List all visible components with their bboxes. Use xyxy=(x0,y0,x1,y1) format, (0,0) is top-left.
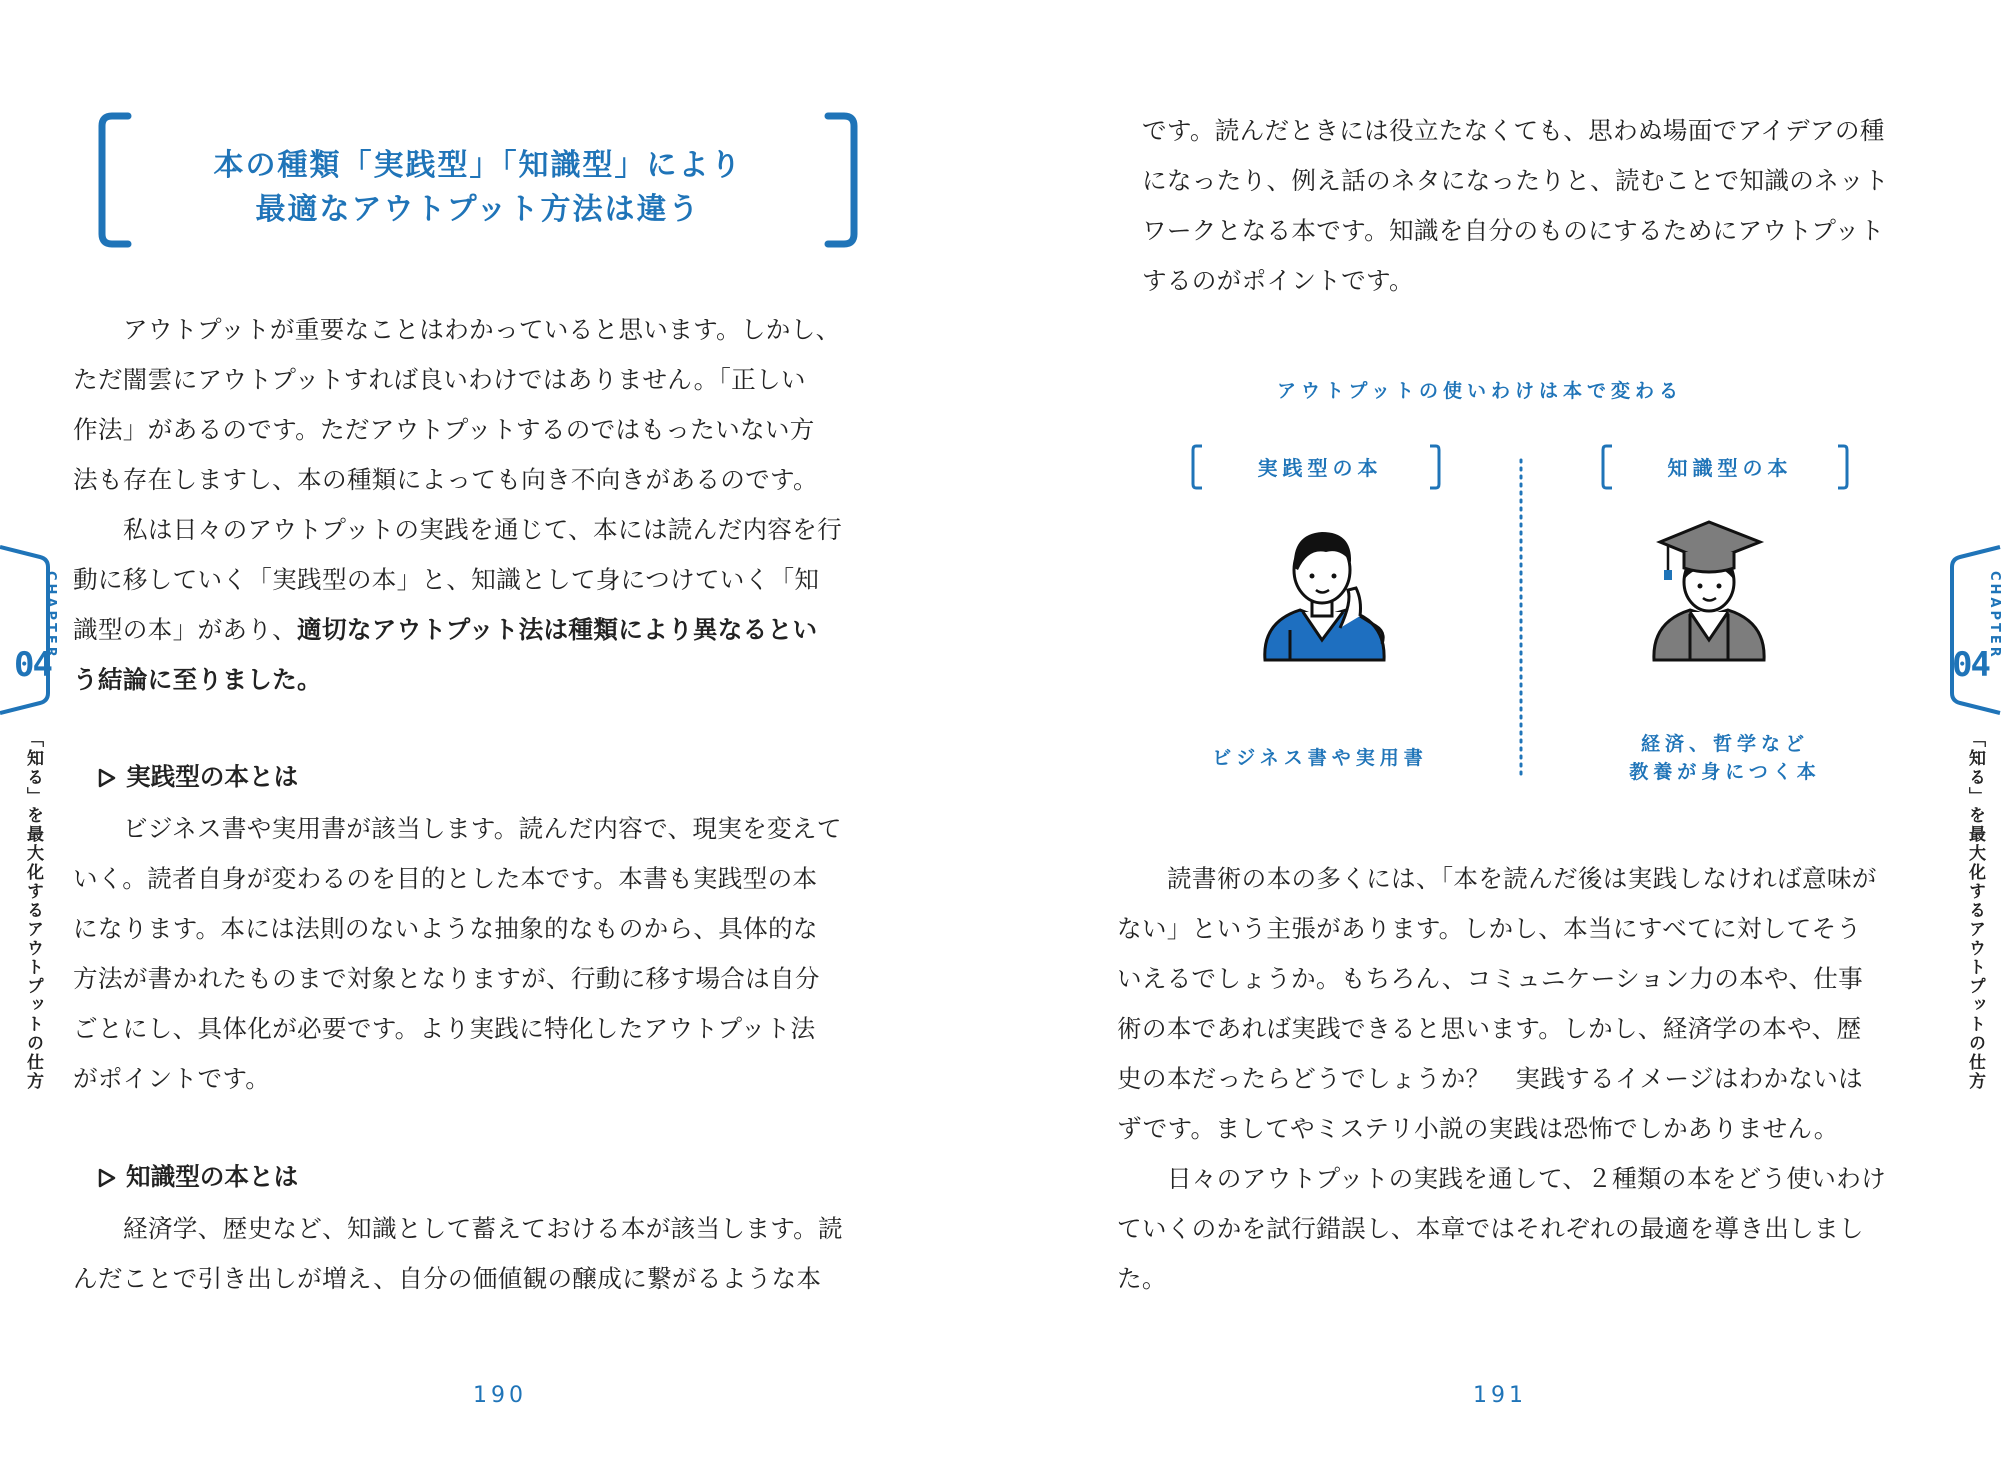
knowledge-book-caption-2: 教養が身につく本 xyxy=(1629,761,1821,783)
text-line: ない」という主張があります。しかし、本当にすべてに対してそう xyxy=(1117,914,1862,943)
chapter-number: 04 xyxy=(1952,645,1989,685)
knowledge-book-text xyxy=(73,1204,878,1304)
text-line: た。 xyxy=(1117,1264,1167,1293)
text-line: ごとにし、具体化が必要です。より実践に特化したアウトプット法 xyxy=(73,1014,816,1043)
label-bracket-right-open xyxy=(1603,446,1612,488)
right-paragraph-1 xyxy=(1117,854,1922,1154)
practical-book-text xyxy=(73,804,878,1104)
chapter-label: CHAPTER xyxy=(43,571,58,660)
chapter-number: 04 xyxy=(14,645,51,685)
bold-text-line: 適切なアウトプット法は種類により異なるとい xyxy=(297,615,818,644)
knowledge-book-label: 知識型の本 xyxy=(1667,456,1793,480)
practical-book-label: 実践型の本 xyxy=(1257,456,1383,480)
continued-paragraph xyxy=(1142,106,1922,306)
intro-text xyxy=(73,305,878,705)
diagram-graphics xyxy=(1000,430,2000,860)
chapter-side-tab-right xyxy=(1940,545,2000,1105)
page-number: 191 xyxy=(1473,1383,1527,1408)
text-line: 作法」があるのです。ただアウトプットするのではもったいない方 xyxy=(73,415,815,444)
heading-line-1: 本の種類「実践型」「知識型」により xyxy=(213,148,743,183)
text-line: 法も存在しますし、本の種類によっても向き不向きがあるのです。 xyxy=(73,465,818,494)
knowledge-book-caption-1: 経済、哲学など xyxy=(1640,733,1809,755)
section-heading-practical xyxy=(98,762,298,792)
text-line: ただ闇雲にアウトプットすれば良いわけではありません。「正しい xyxy=(73,365,806,394)
chapter-label: CHAPTER xyxy=(1987,571,2002,660)
right-body-text xyxy=(1117,854,1922,1304)
left-page xyxy=(0,0,1000,1471)
right-page xyxy=(1000,0,2000,1471)
text-line: になります。本には法則のないような抽象的なものから、具体的な xyxy=(73,914,818,943)
section-heading-box xyxy=(98,112,858,248)
continued-text xyxy=(1142,106,1922,306)
graduate-cap-gown-icon xyxy=(1654,522,1764,660)
text-line: です。読んだときには役立たなくても、思わぬ場面でアイデアの種 xyxy=(1142,116,1885,145)
text-line: するのがポイントです。 xyxy=(1142,266,1414,295)
text-line: 術の本であれば実践できると思います。しかし、経済学の本や、歴 xyxy=(1117,1014,1862,1043)
text-line: 史の本だったらどうでしょうか？ 実践するイメージはわかないは xyxy=(1117,1064,1864,1093)
text-line: いく。読者自身が変わるのを目的とした本です。本書も実践型の本 xyxy=(73,864,818,893)
chapter-title: 「知る」を最大化するアウトプットの仕方 xyxy=(1965,730,1985,1091)
section-heading-label: 知識型の本とは xyxy=(126,1162,299,1191)
heading-line-2: 最適なアウトプット方法は違う xyxy=(255,192,701,227)
triangle-bullet-icon xyxy=(98,768,116,788)
text-line: ていくのかを試行錯誤し、本章ではそれぞれの最適を導き出しまし xyxy=(1117,1214,1864,1243)
businessman-thinking-icon xyxy=(1265,532,1384,660)
knowledge-paragraph xyxy=(73,1204,878,1304)
section-heading-label: 実践型の本とは xyxy=(126,762,299,791)
chapter-title: 「知る」を最大化するアウトプットの仕方 xyxy=(23,730,43,1091)
bold-text-line: う結論に至りました。 xyxy=(73,665,322,694)
practical-book-caption: ビジネス書や実用書 xyxy=(1212,747,1428,769)
text-line: ビジネス書や実用書が該当します。読んだ内容で、現実を変えて xyxy=(123,814,842,843)
text-line: んだことで引き出しが増え、自分の価値観の醸成に繋がるような本 xyxy=(73,1264,822,1293)
text-line: 私は日々のアウトプットの実践を通じて、本には読んだ内容を行 xyxy=(123,515,842,544)
diagram-title: アウトプットの使いわけは本で変わる xyxy=(1276,380,1684,402)
text-line: 日々のアウトプットの実践を通して、２種類の本をどう使いわけ xyxy=(1167,1164,1886,1193)
text-line: 方法が書かれたものまで対象となりますが、行動に移す場合は自分 xyxy=(73,964,820,993)
text-line: いえるでしょうか。もちろん、コミュニケーション力の本や、仕事 xyxy=(1117,964,1864,993)
right-paragraph-2 xyxy=(1117,1154,1922,1304)
text-line: がポイントです。 xyxy=(73,1064,271,1093)
label-bracket-left-open xyxy=(1193,446,1202,488)
intro-paragraph-2 xyxy=(73,505,878,705)
chapter-side-tab-left xyxy=(0,545,60,1105)
intro-paragraph-1 xyxy=(73,305,878,505)
text-line: 経済学、歴史など、知識として蓄えておける本が該当します。読 xyxy=(123,1214,843,1243)
triangle-bullet-icon xyxy=(98,1168,116,1188)
text-line: 動に移していく「実践型の本」と、知識として身につけていく「知 xyxy=(73,565,820,594)
practical-paragraph xyxy=(73,804,878,1104)
label-bracket-right-close xyxy=(1838,446,1847,488)
text-line: ワークとなる本です。知識を自分のものにするためにアウトプット xyxy=(1142,216,1885,245)
text-line: アウトプットが重要なことはわかっていると思います。しかし、 xyxy=(123,315,841,344)
page-number: 190 xyxy=(473,1383,527,1408)
label-bracket-left-close xyxy=(1430,446,1439,488)
section-heading-knowledge xyxy=(98,1162,298,1192)
text-line: ずです。ましてやミステリ小説の実践は恐怖でしかありません。 xyxy=(1117,1114,1839,1143)
text-line: になったり、例え話のネタになったりと、読むことで知識のネット xyxy=(1142,166,1889,195)
text-line: 読書術の本の多くには、「本を読んだ後は実践しなければ意味が xyxy=(1167,864,1877,893)
text-line: 識型の本」があり、 xyxy=(73,615,298,644)
